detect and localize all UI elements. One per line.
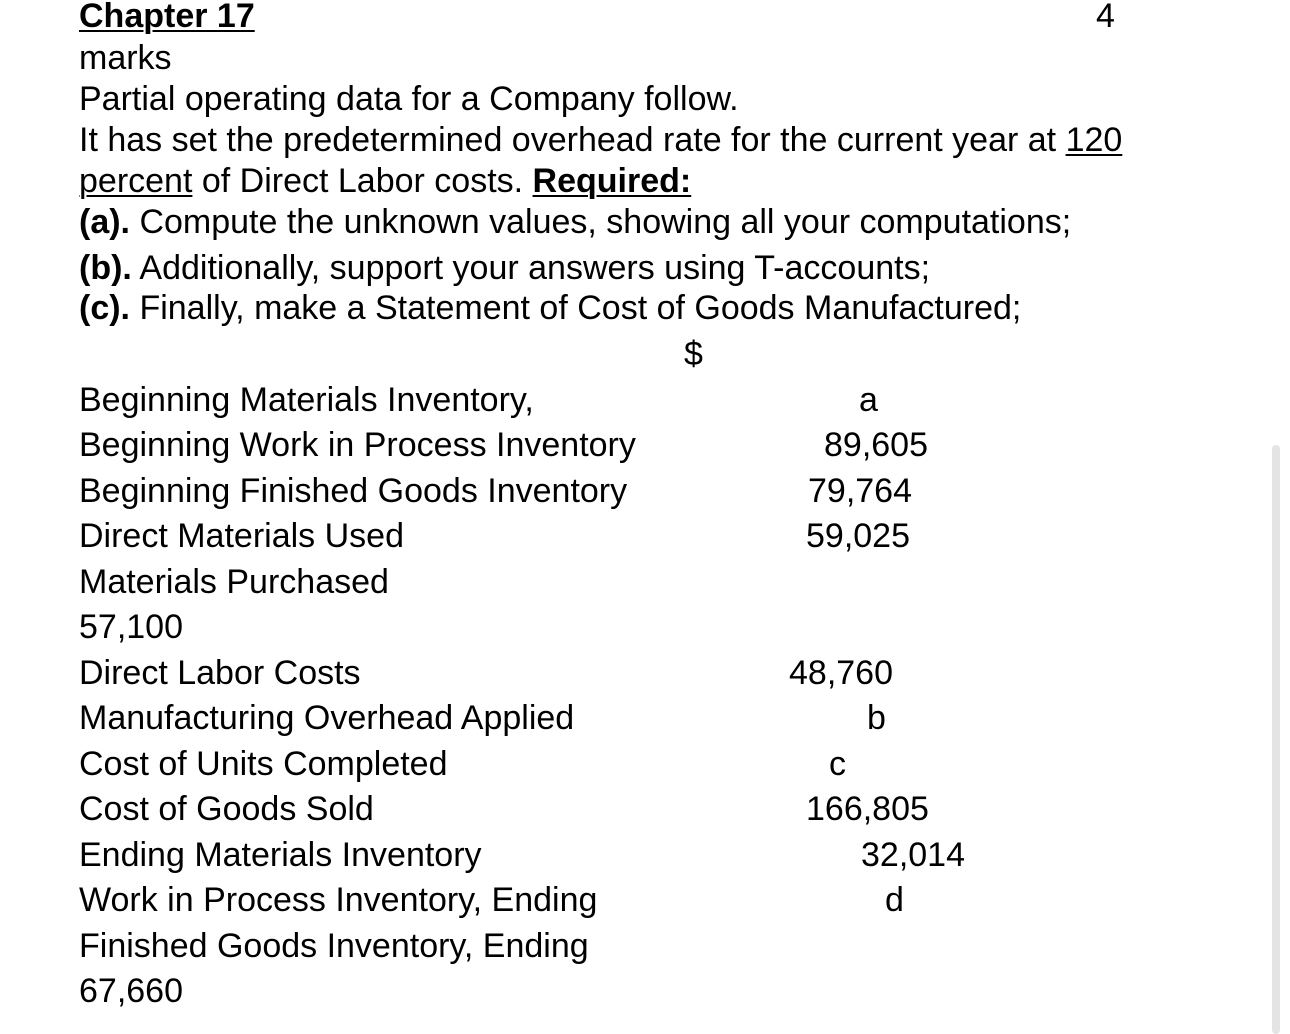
row-label: Beginning Materials Inventory, [79,381,534,419]
vertical-scrollbar[interactable] [1272,445,1280,1034]
row-label: Manufacturing Overhead Applied [79,699,575,737]
requirement-a-text: Compute the unknown values, showing all your computations; [130,203,1072,241]
row-value: 48,760 [789,654,893,692]
row-label: Cost of Goods Sold [79,790,374,828]
requirement-a [79,202,1071,242]
requirement-c [79,288,1021,328]
row-value: 59,025 [806,517,910,555]
row-value: c [829,745,846,783]
requirement-b-label: (b). [79,249,132,287]
row-label: Ending Materials Inventory [79,836,482,874]
marks-label: marks [79,39,172,77]
row-label: Cost of Units Completed [79,745,448,783]
row-value: 79,764 [808,472,912,510]
overhead-rate-unit: percent [79,162,193,200]
row-label: Direct Labor Costs [79,654,361,692]
row-label: Work in Process Inventory, Ending [79,881,598,919]
row-label: 67,660 [79,972,183,1010]
overhead-rate-value: 120 [1065,121,1123,159]
required-heading: Required: [532,162,692,200]
row-label: Beginning Work in Process Inventory [79,426,636,464]
intro-line-3-text: of Direct Labor costs. [192,162,533,200]
intro-line-2-text: It has set the predetermined overhead rate for the current year at [79,121,1066,159]
row-label: Materials Purchased [79,563,389,601]
requirement-b-text: Additionally, support your answers using T-accounts; [131,249,931,287]
row-value: 89,605 [824,426,928,464]
intro-line-1: Partial operating data for a Company follow. [79,80,739,118]
row-label: 57,100 [79,608,183,646]
requirement-a-label: (a). [79,203,130,241]
requirement-c-label: (c). [79,289,130,327]
row-value: 32,014 [861,836,965,874]
chapter-title: Chapter 17 [79,0,255,35]
row-label: Beginning Finished Goods Inventory [79,472,628,510]
row-label: Finished Goods Inventory, Ending [79,927,589,965]
requirement-c-text: Finally, make a Statement of Cost of Goods Manufactured; [130,289,1022,327]
row-label: Direct Materials Used [79,517,404,555]
row-value: b [867,699,886,737]
requirement-b [79,248,930,288]
row-value: 166,805 [806,790,929,828]
row-value: a [859,381,878,419]
currency-header: $ [684,335,703,373]
intro-line-2 [79,120,1122,160]
marks-value: 4 [1096,0,1115,35]
intro-line-3 [79,161,691,201]
row-value: d [885,881,904,919]
